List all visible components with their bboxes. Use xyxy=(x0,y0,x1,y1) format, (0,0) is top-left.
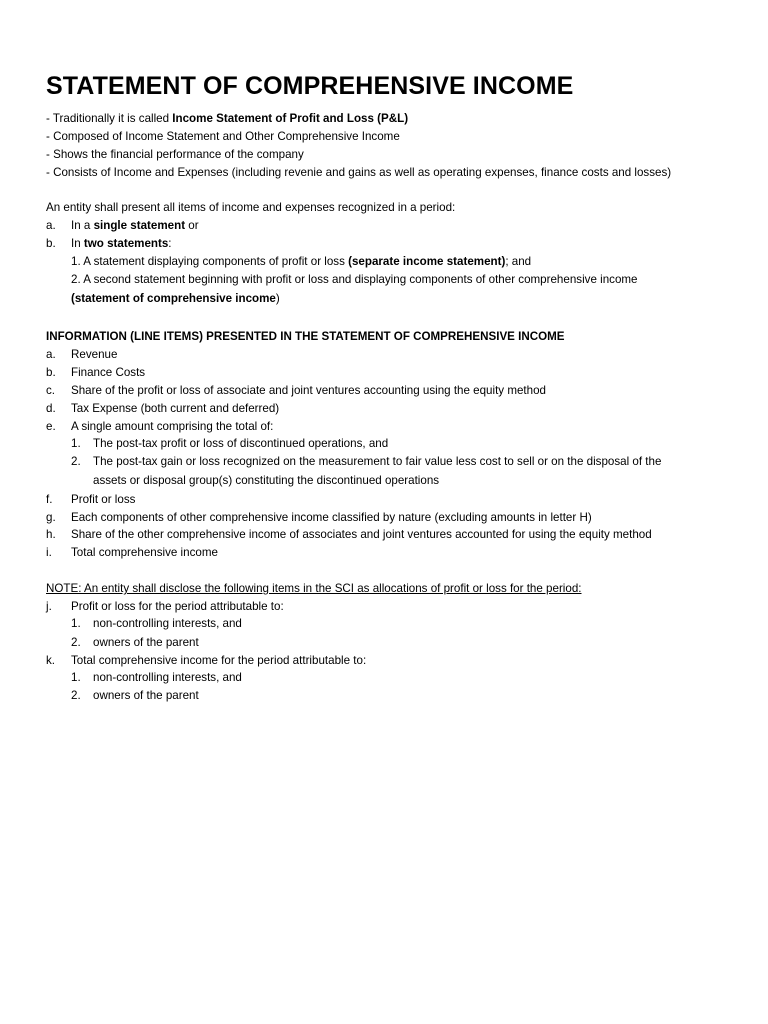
sub-item-text: The post-tax gain or loss recognized on the measurement to fair value less cost to sell or on the disposal of the xyxy=(93,455,662,468)
line-items-heading: INFORMATION (LINE ITEMS) PRESENTED IN THE STATEMENT OF COMPREHENSIVE INCOME xyxy=(46,330,565,343)
presentation-item-b-post: : xyxy=(168,237,172,250)
sub-item-text-cont: assets or disposal group(s) constituting the discontinued operations xyxy=(93,474,440,487)
line-item-label: d. xyxy=(46,402,56,415)
sub-item-text: non-controlling interests, and xyxy=(93,671,242,684)
line-item-text: Share of the other comprehensive income of associates and joint ventures accounted for using the equity method xyxy=(71,528,652,541)
sub-item-label: 1. xyxy=(71,437,81,450)
presentation-item-b-bold: two statements xyxy=(83,237,169,250)
sub-item-label: 2. xyxy=(71,636,81,649)
intro-line-1-bold: Income Statement of Profit and Loss (P&L) xyxy=(172,112,409,125)
presentation-item-a-bold: single statement xyxy=(93,219,186,232)
line-item-text: Profit or loss xyxy=(71,493,136,506)
note-heading: NOTE: An entity shall disclose the following items in the SCI as allocations of profit or loss for the period: xyxy=(46,582,582,595)
line-item-label: f. xyxy=(46,493,53,506)
page-title: STATEMENT OF COMPREHENSIVE INCOME xyxy=(46,72,574,100)
sub-item-label: 2. xyxy=(71,455,81,468)
line-item-label: h. xyxy=(46,528,56,541)
line-item-text: Each components of other comprehensive income classified by nature (excluding amounts in letter H) xyxy=(71,511,592,524)
presentation-item-b2-cont-post: ) xyxy=(275,292,280,305)
line-item-label: i. xyxy=(46,546,52,559)
line-item-label: e. xyxy=(46,420,56,433)
line-item-label: b. xyxy=(46,366,56,379)
line-item-label: c. xyxy=(46,384,56,397)
presentation-item-a-pre: In a xyxy=(71,219,94,232)
presentation-item-b1 xyxy=(71,255,531,269)
intro-line-2: - Composed of Income Statement and Other Comprehensive Income xyxy=(46,130,400,143)
presentation-item-b2-cont-bold: (statement of comprehensive income xyxy=(71,292,276,305)
note-item-j: Profit or loss for the period attributable to: xyxy=(71,600,284,613)
presentation-item-a xyxy=(71,219,199,233)
sub-item-label: 2. xyxy=(71,689,81,702)
intro-line-4: - Consists of Income and Expenses (including revenie and gains as well as operating expenses, finance costs and losses) xyxy=(46,166,672,179)
intro-line-1-text: - Traditionally it is called xyxy=(46,112,173,125)
sub-item-label: 1. xyxy=(71,617,81,630)
line-item-text: Revenue xyxy=(71,348,118,361)
line-item-text: A single amount comprising the total of: xyxy=(71,420,274,433)
sub-item-text: The post-tax profit or loss of discontinued operations, and xyxy=(93,437,389,450)
intro-line-1 xyxy=(46,112,408,126)
presentation-item-b1-post: ; and xyxy=(505,255,532,268)
line-item-text: Share of the profit or loss of associate and joint ventures accounting using the equity method xyxy=(71,384,546,397)
note-item-label-k: k. xyxy=(46,654,56,667)
sub-item-text: owners of the parent xyxy=(93,689,199,702)
presentation-item-b xyxy=(71,237,172,251)
sub-item-label: 1. xyxy=(71,671,81,684)
presentation-item-b1-pre: 1. A statement displaying components of profit or loss xyxy=(71,255,349,268)
sub-item-text: non-controlling interests, and xyxy=(93,617,242,630)
presentation-item-b2: 2. A second statement beginning with profit or loss and displaying components of other comprehensive income xyxy=(71,273,638,286)
item-label-a: a. xyxy=(46,219,56,232)
note-item-k: Total comprehensive income for the period attributable to: xyxy=(71,654,367,667)
presentation-item-b1-bold: (separate income statement) xyxy=(348,255,506,268)
line-item-label: a. xyxy=(46,348,56,361)
sub-item-text: owners of the parent xyxy=(93,636,199,649)
presentation-item-a-post: or xyxy=(185,219,199,232)
item-label-b: b. xyxy=(46,237,56,250)
line-item-label: g. xyxy=(46,511,56,524)
note-item-label-j: j. xyxy=(46,600,52,613)
presentation-lead: An entity shall present all items of income and expenses recognized in a period: xyxy=(46,201,456,214)
line-item-text: Total comprehensive income xyxy=(71,546,218,559)
presentation-item-b-pre: In xyxy=(71,237,84,250)
presentation-item-b2-cont xyxy=(71,292,280,306)
line-item-text: Finance Costs xyxy=(71,366,146,379)
line-item-text: Tax Expense (both current and deferred) xyxy=(71,402,280,415)
intro-line-3: - Shows the financial performance of the company xyxy=(46,148,304,161)
